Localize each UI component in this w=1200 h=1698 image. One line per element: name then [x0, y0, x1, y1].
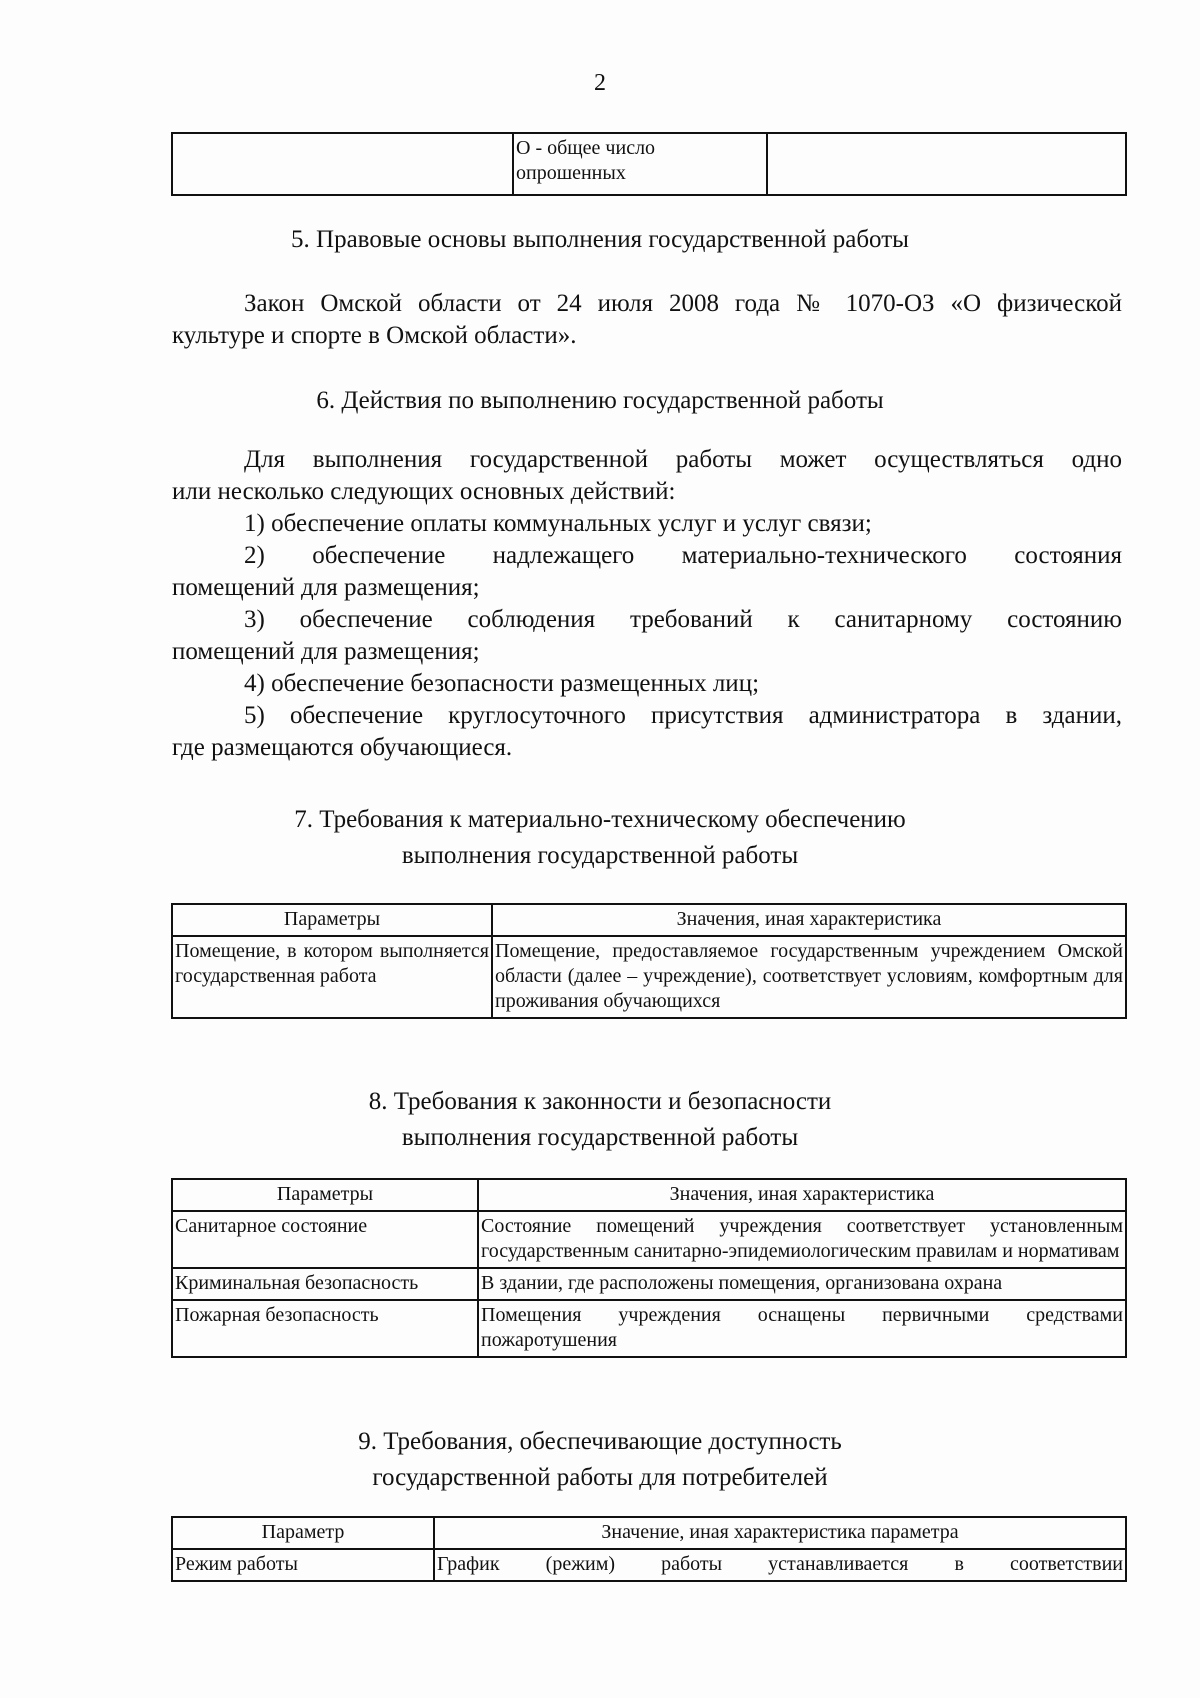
text-line: помещений для размещения; [172, 574, 480, 601]
list-item: 5) обеспечение круглосуточного присутствия администратора в здании, [244, 702, 1122, 729]
table-row [172, 1211, 1126, 1268]
heading-line: выполнения государственной работы [401, 1124, 799, 1151]
list-item: 1) обеспечение оплаты коммунальных услуг и услуг связи; [244, 510, 872, 537]
table-cell [172, 936, 492, 1018]
section7-table [171, 903, 1127, 1019]
table-header-row [172, 1179, 1126, 1211]
cell-line: опрошенных [516, 162, 626, 184]
table-row [172, 936, 1126, 1018]
heading-line: 7. Требования к материально-техническому обеспечению [294, 806, 906, 833]
list-item: 3) обеспечение соблюдения требований к санитарному состоянию [244, 606, 1122, 633]
cell-text: Состояние помещений учреждения соответствует установленным государственным санитарно-эпидемиологическим правилам и нормативам [481, 1215, 1123, 1262]
table-cell [492, 936, 1126, 1018]
list-item: 4) обеспечение безопасности размещенных лиц; [244, 670, 760, 697]
table-cell: Пожарная безопасность [172, 1300, 478, 1357]
table-row [172, 133, 1126, 195]
table-header-row [172, 904, 1126, 936]
cell-text: Помещение, предоставляемое государственным учреждением Омской области (далее – учреждение), соответствует условиям, комфортным для проживания обучающихся [495, 940, 1123, 1012]
column-header: Значения, иная характеристика [492, 904, 1126, 936]
table-cell: Режим работы [172, 1549, 434, 1581]
heading-line: выполнения государственной работы [401, 842, 799, 869]
column-header: Значения, иная характеристика [478, 1179, 1126, 1211]
cell-text: Помещение, в котором выполняется государственная работа [175, 940, 489, 987]
column-header: Параметр [172, 1517, 434, 1549]
section5-heading: 5. Правовые основы выполнения государственной работы [291, 226, 909, 253]
table-cell-empty [767, 133, 1126, 195]
table-row [172, 1549, 1126, 1581]
cell-line: О - общее число [516, 137, 656, 159]
table-cell [478, 1300, 1126, 1357]
text-line: или несколько следующих основных действий: [172, 478, 676, 505]
section6-heading: 6. Действия по выполнению государственной работы [316, 387, 884, 414]
text-line: Для выполнения государственной работы может осуществляться одно [244, 446, 1122, 473]
section7-heading [0, 802, 1200, 874]
text-line: культуре и спорте в Омской области». [172, 322, 577, 349]
section8-heading [0, 1084, 1200, 1156]
section5-text [172, 288, 1122, 352]
table-cell [513, 133, 767, 195]
table-row [172, 1268, 1126, 1300]
cell-text: График (режим) работы устанавливается в соответствии [437, 1553, 1123, 1575]
table-header-row [172, 1517, 1126, 1549]
column-header: Параметры [172, 904, 492, 936]
column-header: Параметры [172, 1179, 478, 1211]
table-cell: Санитарное состояние [172, 1211, 478, 1268]
text-line: помещений для размещения; [172, 638, 480, 665]
section6-text [172, 444, 1122, 764]
table-cell [434, 1549, 1126, 1581]
table-cell: Криминальная безопасность [172, 1268, 478, 1300]
section9-heading [0, 1424, 1200, 1496]
page-number: 2 [594, 70, 606, 96]
top-table [171, 132, 1127, 196]
heading-line: 9. Требования, обеспечивающие доступность [358, 1428, 842, 1455]
table-cell: В здании, где расположены помещения, организована охрана [478, 1268, 1126, 1300]
list-item: 2) обеспечение надлежащего материально-технического состояния [244, 542, 1122, 569]
text-line: Закон Омской области от 24 июля 2008 года № 1070-ОЗ «О физической [244, 290, 1122, 317]
cell-text: Помещения учреждения оснащены первичными средствами пожаротушения [481, 1304, 1123, 1351]
heading-line: 8. Требования к законности и безопасности [368, 1088, 832, 1115]
text-line: где размещаются обучающиеся. [172, 734, 513, 761]
heading-line: государственной работы для потребителей [372, 1464, 828, 1491]
table-cell-empty [172, 133, 513, 195]
section9-table [171, 1516, 1127, 1582]
section8-table [171, 1178, 1127, 1358]
table-row [172, 1300, 1126, 1357]
column-header: Значение, иная характеристика параметра [434, 1517, 1126, 1549]
table-cell [478, 1211, 1126, 1268]
